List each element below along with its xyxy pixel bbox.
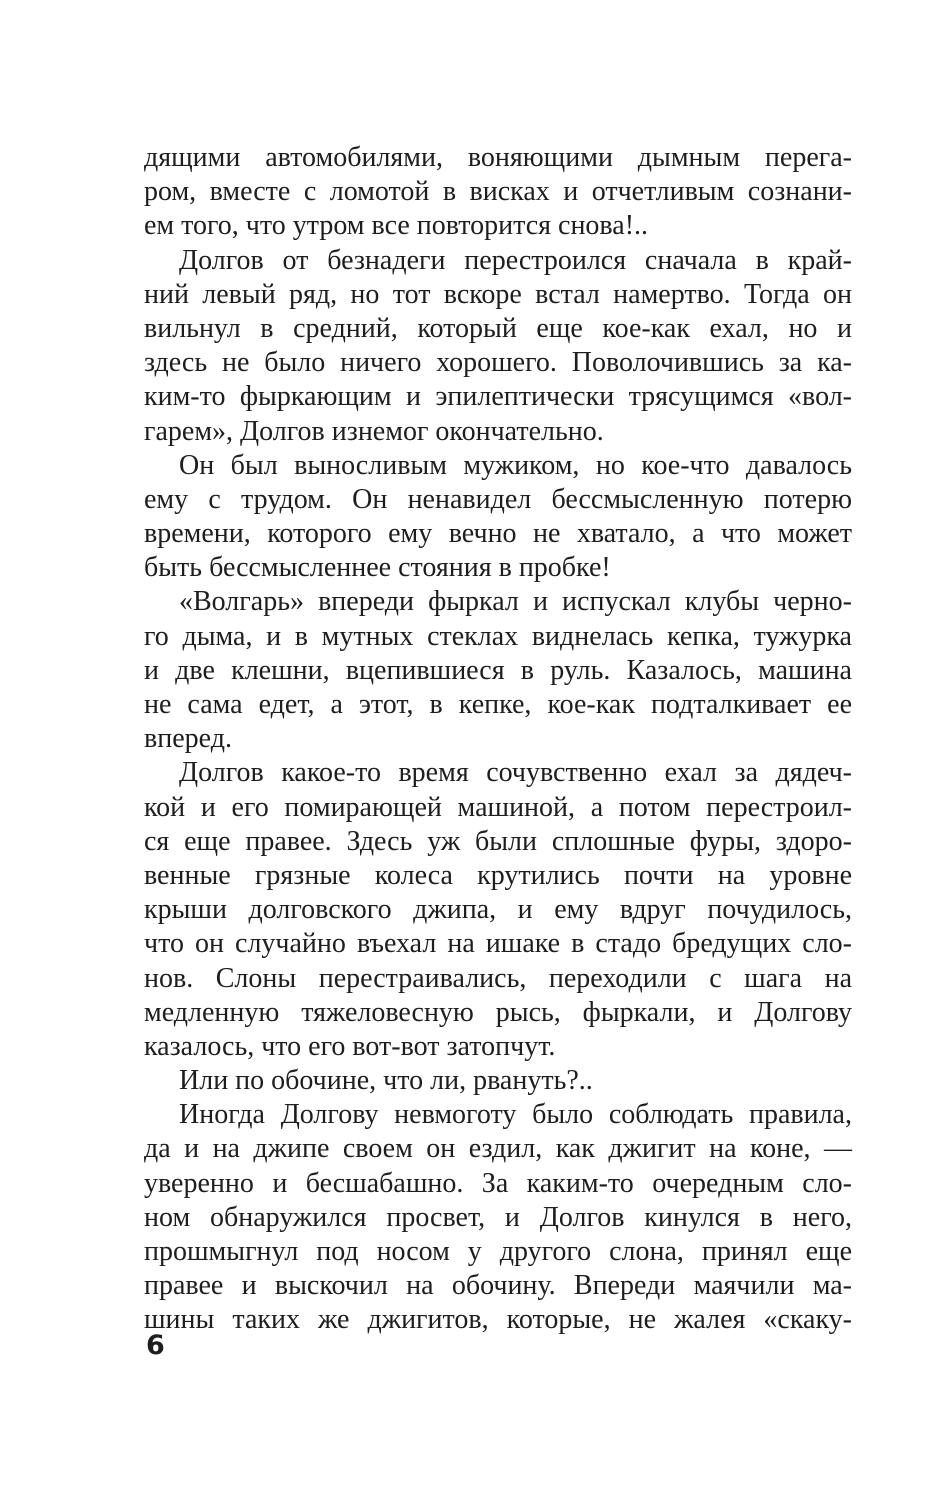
text-line: не сама едет, а этот, в кепке, кое-как подталкивает ее — [144, 689, 852, 720]
text-line: гарем», Долгов изнемог окончательно. — [144, 415, 604, 447]
text-line: да и на джипе своем он ездил, как джигит на коне, — — [144, 1133, 852, 1165]
text-line: «Волгарь» впереди фыркал и испускал клубы черно- — [179, 586, 852, 618]
text-line: крыши долговского джипа, и ему вдруг почудилось, — [144, 894, 852, 926]
text-line: вильнул в средний, который еще кое-как ехал, но и — [144, 312, 852, 344]
text-line: Он был выносливым мужиком, но кое-что давалось — [179, 449, 852, 481]
text-line: шины таких же джигитов, которые, не жалея «скаку- — [144, 1304, 852, 1336]
text-line: быть бессмысленнее стояния в пробке! — [144, 552, 611, 584]
text-line: прошмыгнул под носом у другого слона, принял еще — [144, 1236, 852, 1267]
text-line: времени, которого ему вечно не хватало, а что может — [144, 518, 852, 550]
text-line: правее и выскочил на обочину. Впереди маячили ма- — [144, 1270, 852, 1302]
text-line: го дыма, и в мутных стеклах виднелась кепка, тужурка — [144, 620, 852, 652]
text-line: Или по обочине, что ли, рвануть?.. — [179, 1065, 593, 1097]
page-number: 6 — [146, 1330, 165, 1361]
text-line: ном обнаружился просвет, и Долгов кинулся в него, — [144, 1201, 852, 1233]
text-line: нов. Слоны перестраивались, переходили с шага на — [144, 962, 852, 994]
text-line: уверенно и бесшабашно. За каким-то очередным сло- — [144, 1167, 852, 1199]
text-line: медленную тяжеловесную рысь, фыркали, и Долгову — [144, 996, 852, 1028]
text-line: Долгов от безнадеги перестроился сначала в край- — [179, 244, 852, 276]
text-line: Долгов какое-то время сочувственно ехал за дядеч- — [179, 757, 852, 789]
text-line: вперед. — [144, 723, 232, 755]
text-line: и две клешни, вцепившиеся в руль. Казалось, машина — [144, 654, 852, 686]
text-line: ким-то фыркающим и эпилептически трясущимся «вол- — [144, 381, 852, 413]
text-line: ся еще правее. Здесь уж были сплошные фуры, здоро- — [144, 825, 852, 857]
text-line: ний левый ряд, но тот вскоре встал намертво. Тогда он — [144, 278, 852, 310]
text-line: Иногда Долгову невмоготу было соблюдать правила, — [179, 1099, 852, 1131]
text-line: здесь не было ничего хорошего. Поволочившись за ка- — [144, 347, 852, 379]
text-line: ему с трудом. Он ненавидел бессмысленную потерю — [144, 483, 852, 515]
body-text — [144, 141, 852, 1338]
text-line: ром, вместе с ломотой в висках и отчетливым сознани- — [144, 176, 852, 208]
text-line: ем того, что утром все повторится снова!.. — [144, 210, 649, 242]
text-line: венные грязные колеса крутились почти на уровне — [144, 859, 852, 891]
text-line: казалось, что его вот-вот затопчут. — [144, 1030, 556, 1062]
text-line: что он случайно въехал на ишаке в стадо бредущих сло- — [144, 928, 852, 960]
text-line: дящими автомобилями, воняющими дымным перега- — [144, 142, 852, 173]
text-line: кой и его помирающей машиной, а потом перестроил- — [144, 791, 852, 823]
